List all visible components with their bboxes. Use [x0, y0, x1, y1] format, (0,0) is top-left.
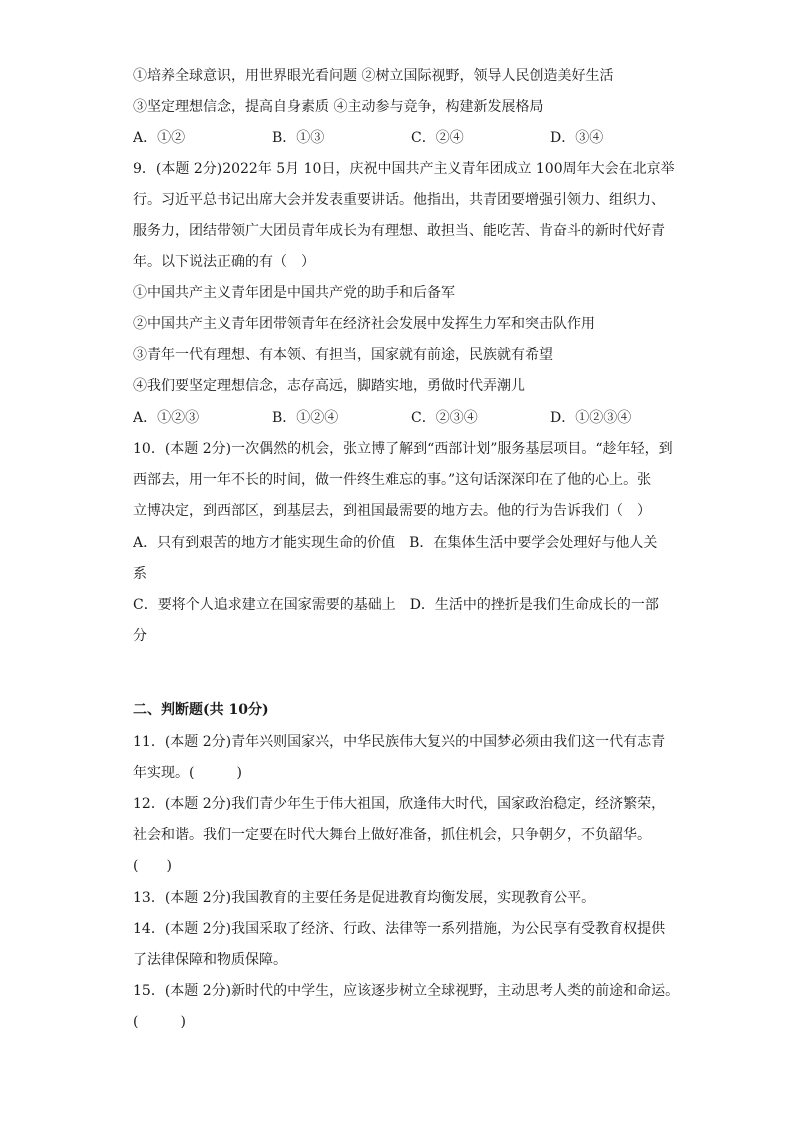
q9-choice-c[interactable]: C．②③④ — [411, 410, 478, 426]
q10-choice-cd-line[interactable]: C．要将个人追求建立在国家需要的基础上 D．生活中的挫折是我们生命成长的一部 — [133, 597, 659, 613]
q13-line-1: 13．(本题 2分)我国教育的主要任务是促进教育均衡发展，实现教育公平。 — [133, 890, 596, 906]
q9-line-3: 服务力，团结带领广大团员青年成长为有理想、敢担当、能吃苦、肯奋斗的新时代好青 — [133, 223, 665, 239]
section-heading-true-false: 二、判断题(共 10分) — [133, 702, 269, 718]
q9-statement-1: ①中国共产主义青年团是中国共产党的助手和后备军 — [133, 285, 455, 301]
q10-choice-d-wrap: 分 — [133, 628, 147, 644]
q9-line-1: 9．(本题 2分)2022年 5月 10日，庆祝中国共产主义青年团成立 100周年大会在北京举 — [133, 161, 675, 177]
q9-choice-b[interactable]: B．①②④ — [272, 410, 339, 426]
q9-choice-d[interactable]: D．①②③④ — [550, 410, 632, 426]
q11-line-1: 11．(本题 2分)青年兴则国家兴，中华民族伟大复兴的中国梦必须由我们这一代有志青 — [133, 734, 666, 750]
q8-choice-b[interactable]: B．①③ — [272, 130, 325, 146]
q10-line-3: 立博决定，到西部区，到基层去，到祖国最需要的地方去。他的行为告诉我们（ ） — [133, 503, 651, 519]
q9-line-2: 行。习近平总书记出席大会并发表重要讲话。他指出，共青团要增强引领力、组织力、 — [133, 192, 665, 208]
q8-option-line-2: ③坚定理想信念，提高自身素质 ④主动参与竞争，构建新发展格局 — [133, 99, 544, 115]
q9-choices — [133, 408, 693, 428]
q10-line-1: 10．(本题 2分)一次偶然的机会，张立博了解到“西部计划”服务基层项目。“趁年轻，到 — [133, 441, 673, 457]
q8-choice-d[interactable]: D．③④ — [550, 130, 604, 146]
q9-choice-a[interactable]: A．①②③ — [133, 410, 200, 426]
q14-line-2: 了法律保障和物质保障。 — [133, 952, 287, 968]
q9-line-4: 年。以下说法正确的有（ ） — [133, 254, 315, 270]
q12-line-1: 12．(本题 2分)我们青少年生于伟大祖国，欣逢伟大时代，国家政治稳定，经济繁荣， — [133, 796, 666, 812]
q9-statement-2: ②中国共产主义青年团带领青年在经济社会发展中发挥生力军和突击队作用 — [133, 316, 595, 332]
q12-line-2: 社会和谐。我们一定要在时代大舞台上做好准备，抓住机会，只争朝夕，不负韶华。 — [133, 827, 651, 843]
q9-statement-3: ③青年一代有理想、有本领、有担当，国家就有前途，民族就有希望 — [133, 347, 553, 363]
q10-choice-b-wrap: 系 — [133, 566, 147, 582]
q8-choice-c[interactable]: C．②④ — [411, 130, 464, 146]
q9-statement-4: ④我们要坚定理想信念，志存高远，脚踏实地，勇做时代弄潮儿 — [133, 378, 525, 394]
q15-line-1: 15．(本题 2分)新时代的中学生，应该逐步树立全球视野，主动思考人类的前途和命运。 — [133, 983, 680, 999]
q14-line-1: 14．(本题 2分)我国采取了经济、行政、法律等一系列措施，为公民享有受教育权提供 — [133, 921, 666, 937]
q15-answer-blank: ( ) — [133, 1014, 186, 1030]
q8-choices — [133, 128, 693, 148]
q8-option-line-1: ①培养全球意识，用世界眼光看问题 ②树立国际视野，领导人民创造美好生活 — [133, 68, 614, 84]
q8-choice-a[interactable]: A．①② — [133, 130, 186, 146]
q11-line-2: 年实现。( ) — [133, 765, 242, 781]
q12-answer-blank: ( ) — [133, 858, 172, 874]
q10-choice-ab-line[interactable]: A．只有到艰苦的地方才能实现生命的价值 B．在集体生活中要学会处理好与他人关 — [133, 535, 658, 551]
q10-line-2: 西部去，用一年不长的时间，做一件终生难忘的事。”这句话深深印在了他的心上。张 — [133, 472, 652, 488]
